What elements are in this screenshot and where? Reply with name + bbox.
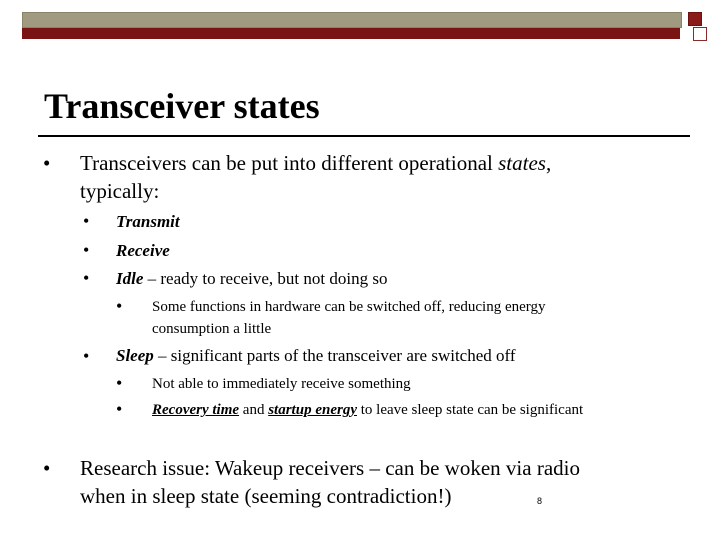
header-square-filled [688,12,702,26]
sub-bullet-text [152,399,583,421]
bullet-icon: • [43,456,51,480]
bullet-text-line: Research issue: Wakeup receivers – can be woken via radio [80,456,580,480]
sub-bullet-text: Not able to immediately receive something [152,376,411,392]
bullet-icon: • [83,346,90,366]
bullet-item-receive [116,240,170,262]
bullet-item-idle [116,268,387,290]
text-run: to leave sleep state can be significant [356,402,584,418]
header-band-bottom [22,28,680,39]
text-run: – significant parts of the transceiver are switched off [153,346,516,365]
bullet-icon: • [83,240,90,260]
slide-title: Transceiver states [44,86,320,126]
page-number: 8 [537,496,543,506]
bullet-text-line: when in sleep state (seeming contradiction!) [80,484,452,508]
bullet-icon: • [43,151,51,175]
bullet-text-line [80,150,551,177]
text-run: Transceivers can be put into different operational [80,151,499,175]
emphasis-text: startup energy [268,402,357,418]
sub-bullet-text: consumption a little [152,321,272,337]
state-label: Transmit [116,212,180,231]
sub-bullet-text: Some functions in hardware can be switched off, reducing energy [152,299,546,315]
text-run: – ready to receive, but not doing so [143,269,388,288]
header-square-outline [693,27,707,41]
bullet-icon: • [83,268,90,288]
state-label: Sleep [116,346,154,365]
state-label: Receive [116,241,170,260]
bullet-item-sleep [116,345,516,367]
title-divider [38,135,690,137]
bullet-icon: • [116,399,123,419]
emphasis-text: states [498,151,546,175]
bullet-icon: • [116,373,123,393]
text-run: , [545,151,552,175]
bullet-icon: • [116,296,123,316]
state-label: Idle [116,269,144,288]
bullet-icon: • [83,211,90,231]
text-run: and [239,402,269,418]
header-band-top [22,12,682,28]
bullet-text-line: typically: [80,179,160,203]
emphasis-text: Recovery time [152,402,240,418]
bullet-item-transmit [116,211,180,233]
